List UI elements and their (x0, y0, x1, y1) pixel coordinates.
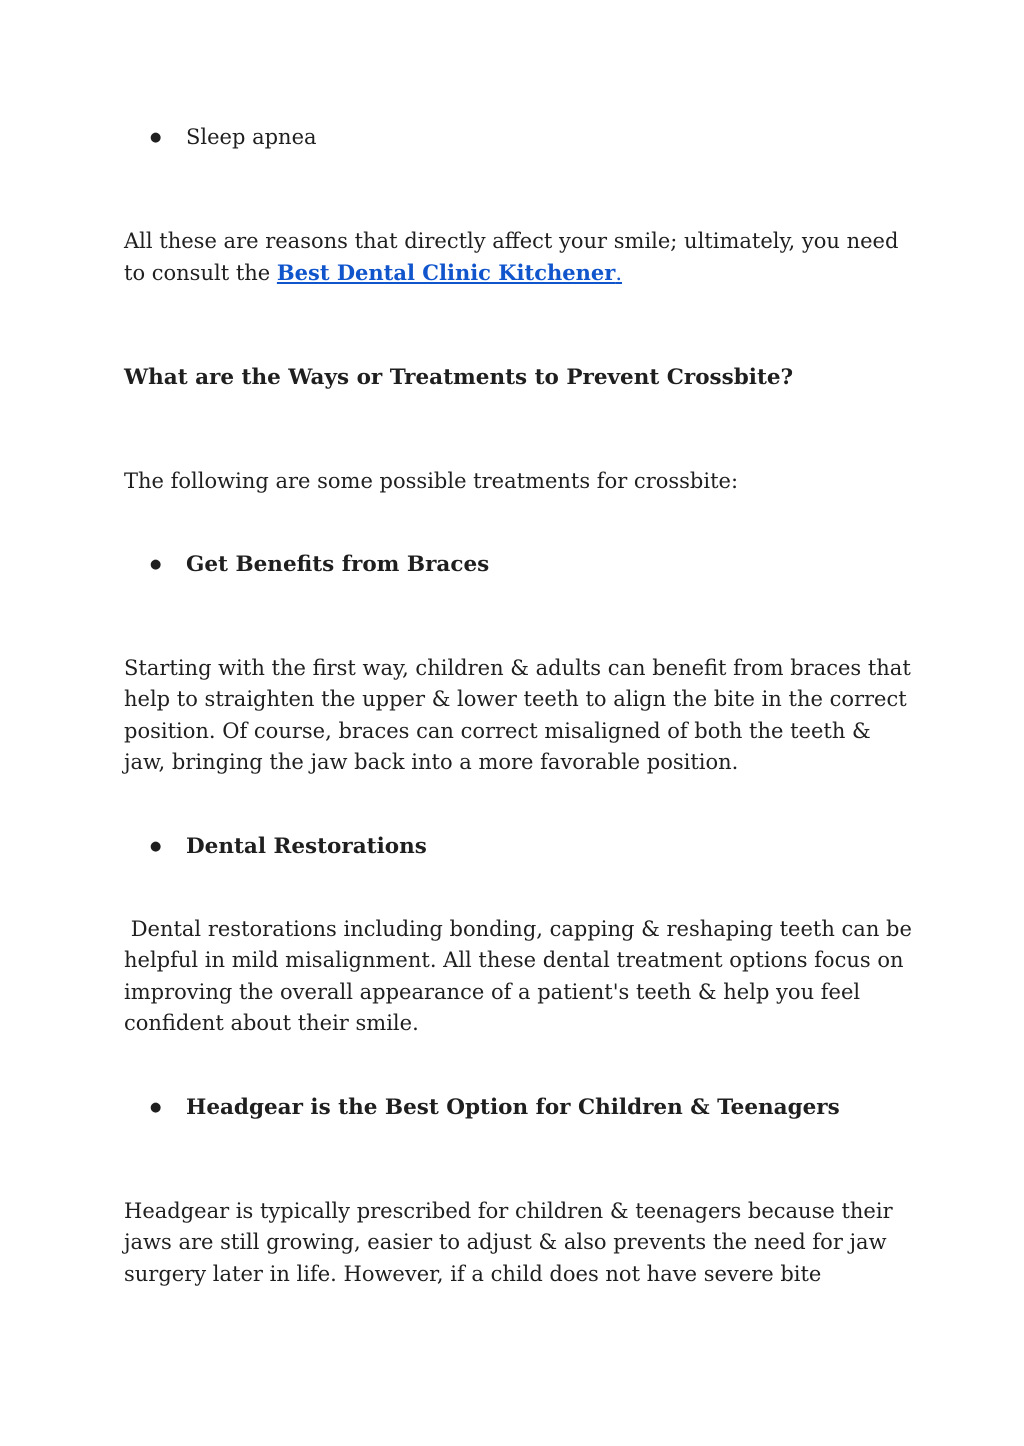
link-period: . (615, 261, 623, 286)
list-item-text: Headgear is the Best Option for Children & Teenagers (186, 1095, 840, 1120)
paragraph-following: The following are some possible treatments for crossbite: (124, 469, 739, 493)
paragraph-headgear: Headgear is typically prescribed for children & teenagers because their jaws are still growing, easier to adjust & also prevents the need for jaw surgery later in life. However, if a child does not have severe bite (124, 1199, 893, 1286)
best-dental-clinic-link[interactable]: Best Dental Clinic Kitchener (276, 260, 616, 286)
list-item-text: Sleep apnea (186, 125, 317, 149)
bullet-dot-icon: ● (150, 839, 162, 854)
list-item-headgear (150, 1092, 910, 1126)
paragraph-restorations: Dental restorations including bonding, capping & reshaping teeth can be helpful in mild misalignment. All these dental treatment options focus on improving the overall appearance of a patient's teeth & help you feel confident about their smile. (124, 917, 919, 1035)
paragraph-reasons (124, 226, 914, 290)
list-item-restorations (150, 831, 910, 865)
paragraph-braces: Starting with the first way, children & adults can benefit from braces that help to straighten the upper & lower teeth to align the bite in the correct position. Of course, braces can correct misaligned of both the teeth & jaw, bringing the jaw back into a more favorable position. (124, 656, 911, 774)
bullet-dot-icon: ● (150, 130, 162, 145)
list-item-sleep-apnea (150, 122, 910, 156)
bullet-dot-icon: ● (150, 557, 162, 572)
section-heading: What are the Ways or Treatments to Prevent Crossbite? (124, 365, 794, 390)
list-item-text: Get Benefits from Braces (186, 552, 490, 577)
list-item-text: Dental Restorations (186, 834, 427, 859)
list-item-braces (150, 549, 910, 583)
paragraph-text: All these are reasons that directly affect your smile; ultimately, you need to consult the (124, 229, 899, 286)
bullet-dot-icon: ● (150, 1100, 162, 1115)
